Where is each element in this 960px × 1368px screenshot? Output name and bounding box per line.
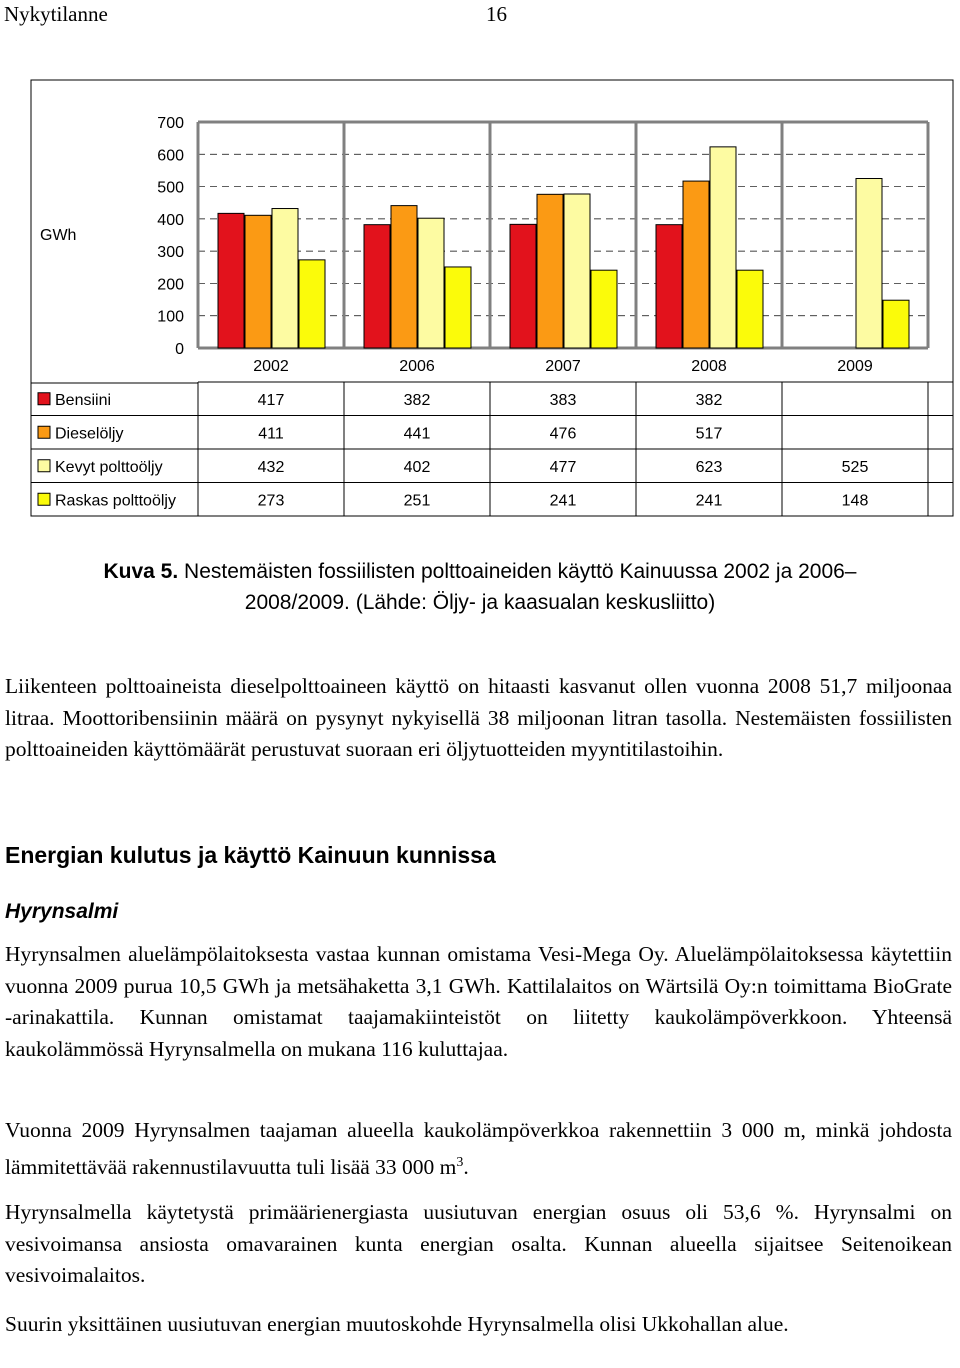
data-label: 623 <box>695 458 723 476</box>
y-tick-label: 100 <box>157 308 184 326</box>
data-label: 432 <box>257 458 285 476</box>
data-label: 382 <box>403 391 431 409</box>
legend-label: Raskas polttoöljy <box>55 492 176 510</box>
paragraph-renewables: Hyrynsalmella käytetystä primäärienergiasta uusiutuvan energian osuus oli 53,6 %. Hyrynsalmi on vesivoimansa ansiosta omavarainen kunta energian osalta. Kunnan alueella sijaitsee Seitenoikean vesivoimalaitos. <box>5 1200 952 1287</box>
y-axis-label: GWh <box>40 227 77 244</box>
paragraph-district-heat: Hyrynsalmen aluelämpölaitoksesta vastaa kunnan omistama Vesi-Mega Oy. Aluelämpölaitoksessa käytettiin vuonna 2009 purua 10,5 GWh ja metsähaketta 3,1 GWh. Kattilalaitos on Wärtsilä Oy:n toimittama BioGrate -arinakattila. Kunnan omistamat taajamakiinteistöt on liitetty kaukolämpöverkkoon. Yhteensä kaukolämmössä Hyrynsalmella on mukana 116 kuluttajaa. <box>5 942 952 1061</box>
bar-raskas-polttoöljy-2002 <box>299 260 325 348</box>
bar-bensiini-2002 <box>218 213 244 348</box>
section-title: Nykytilanne <box>4 2 108 26</box>
legend-label: Bensiini <box>55 391 112 409</box>
data-label: 383 <box>549 391 577 409</box>
network-text-end: . <box>463 1154 469 1179</box>
data-label: 273 <box>257 492 285 510</box>
legend-label: Kevyt polttoöljy <box>55 458 163 476</box>
y-tick-label: 200 <box>157 276 184 294</box>
y-tick-label: 700 <box>157 115 184 132</box>
bar-bensiini-2006 <box>364 225 390 348</box>
x-tick-label: 2002 <box>253 358 289 375</box>
bar-kevyt-polttoöljy-2006 <box>418 218 444 348</box>
bar-kevyt-polttoöljy-2007 <box>564 194 590 348</box>
bar-kevyt-polttoöljy-2009 <box>856 179 882 349</box>
caption-line-2: 2008/2009. (Lähde: Öljy- ja kaasualan keskusliitto) <box>244 591 716 614</box>
y-tick-label: 500 <box>157 179 184 197</box>
bar-raskas-polttoöljy-2007 <box>591 270 617 348</box>
bar-raskas-polttoöljy-2008 <box>737 270 763 348</box>
legend-swatch <box>38 426 50 438</box>
legend-swatch <box>38 493 50 505</box>
data-label: 517 <box>695 425 723 443</box>
x-tick-label: 2009 <box>837 358 873 375</box>
data-label: 251 <box>403 492 431 510</box>
y-tick-label: 600 <box>157 147 184 165</box>
paragraph-network <box>5 1115 952 1183</box>
y-tick-label: 0 <box>175 341 184 358</box>
bar-dieselöljy-2006 <box>391 206 417 348</box>
data-label: 476 <box>549 425 577 443</box>
data-label: 382 <box>695 391 723 409</box>
network-text: Vuonna 2009 Hyrynsalmen taajaman alueella kaukolämpöverkkoa rakennettiin 3 000 m, minkä johdosta lämmitettävää rakennustilavuutta tuli lisää 33 000 m <box>5 1118 952 1179</box>
paragraph-ukkohalla: Suurin yksittäinen uusiutuvan energian muutoskohde Hyrynsalmella olisi Ukkohallan alue. <box>5 1312 789 1336</box>
y-tick-label: 300 <box>157 244 184 262</box>
section-heading: Energian kulutus ja käyttö Kainuun kunnissa <box>5 842 496 868</box>
data-label: 525 <box>841 458 869 476</box>
data-label: 417 <box>257 391 285 409</box>
x-tick-label: 2006 <box>399 358 435 375</box>
bar-raskas-polttoöljy-2009 <box>883 300 909 348</box>
data-label: 241 <box>549 492 577 510</box>
superscript: 3 <box>456 1154 464 1170</box>
bar-dieselöljy-2007 <box>537 194 563 348</box>
bar-bensiini-2007 <box>510 224 536 348</box>
bar-dieselöljy-2008 <box>683 181 709 348</box>
bar-chart <box>0 0 960 540</box>
caption-line-1: Nestemäisten fossiilisten polttoaineiden käyttö Kainuussa 2002 ja 2006– <box>184 560 857 583</box>
bar-bensiini-2008 <box>656 225 682 348</box>
subsection-heading: Hyrynsalmi <box>5 900 119 923</box>
paragraph-fuels: Liikenteen polttoaineista dieselpolttoaineen käyttö on hitaasti kasvanut ollen vuonna 2008 51,7 miljoonaa litraa. Moottoribensiinin määrä on pysynyt nykyisellä 38 miljoonan litran tasolla. Nestemäisten fossiilisten polttoaineiden käyttömäärät perustuvat suoraan eri öljytuotteiden myyntitilastoihin. <box>5 674 952 761</box>
x-tick-label: 2008 <box>691 358 727 375</box>
legend-label: Dieselöljy <box>55 425 124 443</box>
data-label: 411 <box>258 425 284 443</box>
page-number: 16 <box>486 2 507 26</box>
y-tick-label: 400 <box>157 211 184 229</box>
bar-dieselöljy-2002 <box>245 215 271 348</box>
chart-figure <box>0 0 960 540</box>
bar-raskas-polttoöljy-2006 <box>445 267 471 348</box>
x-tick-label: 2007 <box>545 358 581 375</box>
data-label: 241 <box>695 492 723 510</box>
legend-swatch <box>38 460 50 472</box>
data-label: 441 <box>403 425 431 443</box>
figure-caption <box>0 556 960 618</box>
data-label: 402 <box>403 458 431 476</box>
bar-kevyt-polttoöljy-2008 <box>710 147 736 348</box>
bar-kevyt-polttoöljy-2002 <box>272 209 298 348</box>
data-label: 148 <box>841 492 869 510</box>
caption-label: Kuva 5. <box>103 560 179 583</box>
legend-swatch <box>38 393 50 405</box>
data-label: 477 <box>549 458 577 476</box>
